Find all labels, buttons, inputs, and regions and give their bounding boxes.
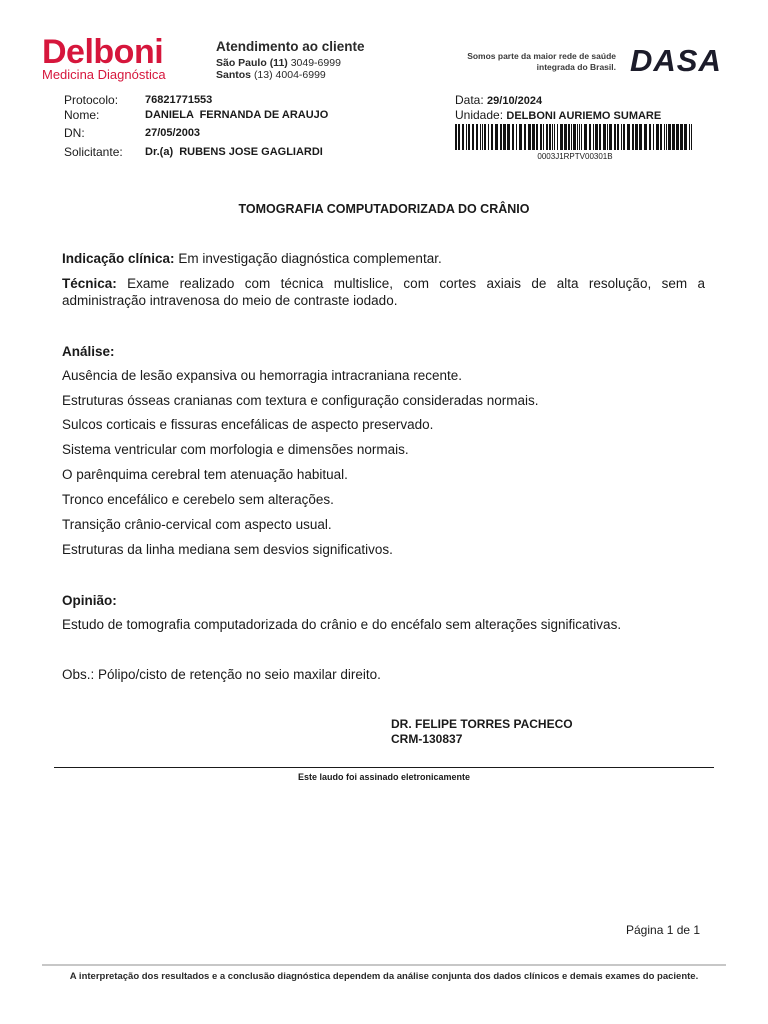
- barcode-bar: [484, 124, 486, 150]
- barcode-bar: [632, 124, 634, 150]
- protocolo-label: Protocolo:: [64, 93, 119, 107]
- barcode-bar: [503, 124, 506, 150]
- barcode-bar: [532, 124, 535, 150]
- barcode-bar: [495, 124, 498, 150]
- barcode-bar: [571, 124, 572, 150]
- barcode-bar: [468, 124, 470, 150]
- analise-item: Estruturas ósseas cranianas com textura e configuração consideradas normais.: [62, 393, 539, 408]
- analise-item: Tronco encefálico e cerebelo sem alterações.: [62, 492, 334, 507]
- barcode-bar: [589, 124, 591, 150]
- barcode-bar: [599, 124, 601, 150]
- barcode-bar: [621, 124, 622, 150]
- barcode-number: 0003J1RPTV00301B: [537, 152, 613, 161]
- barcode-bar: [644, 124, 647, 150]
- opiniao-heading: Opinião:: [62, 593, 117, 608]
- barcode-bar: [672, 124, 675, 150]
- solicitante-label: Solicitante:: [64, 145, 123, 159]
- opiniao-text: Estudo de tomografia computadorizada do crânio e do encéfalo sem alterações significativas.: [62, 617, 622, 632]
- analise-item: O parênquima cerebral tem atenuação habitual.: [62, 467, 348, 482]
- network-tagline: Somos parte da maior rede de saúde integrada do Brasil.: [467, 51, 616, 72]
- barcode-bar: [649, 124, 651, 150]
- barcode-bar: [482, 124, 483, 150]
- doctor-name: DR. FELIPE TORRES PACHECO: [391, 717, 573, 731]
- barcode-bar: [524, 124, 526, 150]
- barcode-bar: [543, 124, 544, 150]
- barcode-bar: [676, 124, 679, 150]
- phone-santos: Santos (13) 4004-6999: [216, 69, 326, 81]
- protocolo-value: 76821771553: [145, 94, 213, 106]
- footer-divider: [42, 964, 726, 966]
- signature-divider: [54, 767, 714, 768]
- barcode-bar: [568, 124, 570, 150]
- barcode-bar: [528, 124, 531, 150]
- barcode-bar: [684, 124, 687, 150]
- barcode-bar: [623, 124, 625, 150]
- barcode-bar: [549, 124, 551, 150]
- barcode-bar: [540, 124, 542, 150]
- barcode-bar: [656, 124, 659, 150]
- barcode-bar: [466, 124, 467, 150]
- barcode-bar: [639, 124, 642, 150]
- barcode-bar: [691, 124, 692, 150]
- barcode-bar: [635, 124, 638, 150]
- barcode-bar: [689, 124, 690, 150]
- analise-item: Sulcos corticais e fissuras encefálicas de aspecto preservado.: [62, 417, 434, 432]
- barcode-bar: [488, 124, 489, 150]
- barcode-bar: [476, 124, 478, 150]
- barcode-bar: [491, 124, 493, 150]
- barcode-bar: [614, 124, 616, 150]
- data-field: Data: 29/10/2024: [455, 93, 543, 107]
- barcode-bar: [536, 124, 538, 150]
- indicacao-clinica: Indicação clínica: Em investigação diagnóstica complementar.: [62, 251, 442, 266]
- barcode-bar: [653, 124, 654, 150]
- barcode-bar: [557, 124, 558, 150]
- phone-sao-paulo: São Paulo (11) 3049-6999: [216, 57, 341, 69]
- delboni-logo-subtitle: Medicina Diagnóstica: [42, 67, 166, 82]
- barcode-bar: [664, 124, 665, 150]
- barcode-bar: [595, 124, 598, 150]
- tecnica: Técnica: Exame realizado com técnica multislice, com cortes axiais de alta resolução, sem a administração intravenosa do meio de contraste iodado.: [62, 276, 705, 308]
- analise-item: Sistema ventricular com morfologia e dimensões normais.: [62, 442, 409, 457]
- electronic-signature-note: Este laudo foi assinado eletronicamente: [297, 772, 471, 782]
- barcode-bar: [552, 124, 553, 150]
- analise-item: Ausência de lesão expansiva ou hemorragia intracraniana recente.: [62, 368, 462, 383]
- barcode-bar: [516, 124, 517, 150]
- dn-label: DN:: [64, 126, 85, 140]
- report-title: TOMOGRAFIA COMPUTADORIZADA DO CRÂNIO: [238, 202, 530, 216]
- analise-heading: Análise:: [62, 344, 115, 359]
- page-number: Página 1 de 1: [626, 923, 701, 937]
- barcode-bar: [609, 124, 612, 150]
- barcode-bar: [581, 124, 582, 150]
- nome-value: DANIELA FERNANDA DE ARAUJO: [145, 109, 329, 121]
- barcode: [455, 124, 695, 150]
- analise-item: Estruturas da linha mediana sem desvios significativos.: [62, 542, 393, 557]
- barcode-bar: [603, 124, 606, 150]
- nome-label: Nome:: [64, 108, 100, 122]
- barcode-bar: [617, 124, 619, 150]
- delboni-logo: Delboni: [42, 33, 164, 71]
- contact-title: Atendimento ao cliente: [216, 39, 365, 54]
- observacao: Obs.: Pólipo/cisto de retenção no seio maxilar direito.: [62, 667, 381, 682]
- barcode-bar: [627, 124, 630, 150]
- barcode-bar: [455, 124, 457, 150]
- barcode-bar: [546, 124, 548, 150]
- barcode-bar: [573, 124, 576, 150]
- barcode-bar: [666, 124, 667, 150]
- barcode-bar: [458, 124, 460, 150]
- barcode-bar: [472, 124, 474, 150]
- barcode-bar: [560, 124, 563, 150]
- barcode-bar: [668, 124, 671, 150]
- solicitante-value: Dr.(a) RUBENS JOSE GAGLIARDI: [145, 146, 323, 158]
- dasa-logo: [630, 41, 726, 85]
- barcode-bar: [519, 124, 522, 150]
- barcode-bar: [564, 124, 567, 150]
- barcode-bar: [507, 124, 510, 150]
- barcode-bar: [512, 124, 514, 150]
- barcode-bar: [577, 124, 578, 150]
- barcode-bar: [660, 124, 662, 150]
- barcode-bar: [607, 124, 608, 150]
- barcode-bar: [579, 124, 580, 150]
- barcode-bar: [584, 124, 587, 150]
- barcode-bar: [480, 124, 481, 150]
- doctor-crm: CRM-130837: [391, 732, 463, 746]
- svg-text:DASA: DASA: [630, 43, 722, 77]
- analise-item: Transição crânio-cervical com aspecto usual.: [62, 517, 332, 532]
- barcode-bar: [554, 124, 555, 150]
- unidade-field: Unidade: DELBONI AURIEMO SUMARE: [455, 108, 662, 122]
- footer-disclaimer: A interpretação dos resultados e a conclusão diagnóstica dependem da análise conjunta dos dados clínicos e demais exames do paciente.: [69, 971, 699, 982]
- dn-value: 27/05/2003: [145, 127, 201, 139]
- barcode-bar: [500, 124, 502, 150]
- barcode-bar: [462, 124, 464, 150]
- barcode-bar: [680, 124, 683, 150]
- barcode-bar: [593, 124, 594, 150]
